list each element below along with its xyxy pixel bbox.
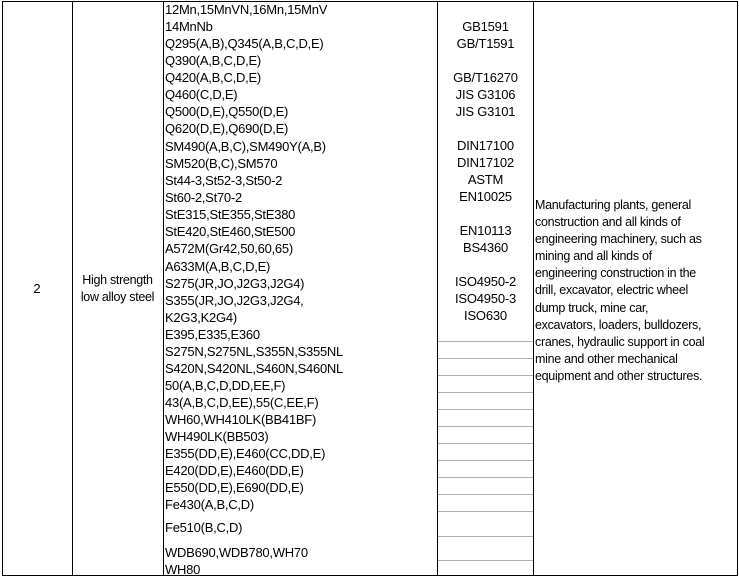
grade-line: Q620(D,E),Q690(D,E)	[165, 121, 289, 136]
column-divider-2	[163, 1, 164, 576]
grade-line: A572M(Gr42,50,60,65)	[165, 241, 293, 256]
table-right-border	[737, 1, 738, 576]
grade-line: Q295(A,B),Q345(A,B,C,D,E)	[165, 36, 324, 51]
gridline	[438, 443, 533, 444]
grade-line: Q420(A,B,C,D,E)	[165, 70, 261, 85]
application-line: dump truck, mine car,	[535, 300, 649, 315]
standard-line: BS4360	[462, 240, 509, 255]
standard-line: EN10113	[459, 223, 512, 238]
grade-line: 43(A,B,C,D,EE),55(C,EE,F)	[165, 395, 319, 410]
standard-line: GB/T16270	[453, 70, 518, 85]
application-line: Manufacturing plants, general	[535, 198, 691, 212]
gridline	[438, 477, 533, 478]
grade-line: S420N,S420NL,S460N,S460NL	[165, 361, 344, 376]
gridline	[438, 536, 533, 537]
standard-line: GB/T1591	[456, 36, 515, 51]
gridline	[438, 375, 533, 376]
steel-category	[72, 272, 163, 306]
grade-line: E420(DD,E),E460(DD,E)	[165, 463, 304, 478]
grade-line: WH60,WH410LK(BB41BF)	[165, 412, 317, 427]
application-line: excavators, loaders, bulldozers,	[535, 317, 702, 332]
application-line: mine and other mechanical	[535, 351, 678, 366]
grade-line: Q460(C,D,E)	[165, 87, 238, 102]
grade-line: WH490LK(BB503)	[165, 429, 269, 444]
grade-line: St44-3,St52-3,St50-2	[165, 173, 283, 188]
grade-line: S355(JR,JO,J2G3,J2G4,	[165, 293, 304, 308]
grade-line: E550(DD,E),E690(DD,E)	[165, 480, 304, 495]
gridline	[438, 358, 533, 359]
gridline	[438, 426, 533, 427]
standard-line: DIN17102	[457, 155, 514, 170]
steel-category-line: low alloy steel	[80, 290, 155, 304]
standard-line: DIN17100	[457, 138, 514, 153]
grade-line: 14MnNb	[165, 19, 213, 34]
standard-line: ISO4950-2	[454, 274, 517, 289]
application-line: engineering construction in the	[535, 266, 696, 281]
application-line: engineering machinery, such as	[535, 232, 702, 247]
grade-line: SM520(B,C),SM570	[165, 156, 278, 171]
standard-line: EN10025	[459, 189, 512, 204]
grade-line: StE420,StE460,StE500	[165, 224, 296, 239]
grade-line: A633M(A,B,C,D,E)	[165, 259, 271, 274]
grade-line: WDB690,WDB780,WH70	[165, 545, 308, 560]
gridline	[438, 409, 533, 410]
grade-line: Q390(A,B,C,D,E)	[165, 53, 261, 68]
table-top-border	[2, 1, 738, 2]
grade-line: E395,E335,E360	[165, 327, 260, 342]
application-line: cranes, hydraulic support in coal	[535, 334, 705, 349]
grade-line: WH80	[165, 562, 201, 577]
standard-line: ISO630	[464, 308, 507, 323]
grade-line: Fe430(A,B,C,D)	[165, 497, 254, 512]
grade-line: 12Mn,15MnVN,16Mn,15MnV	[165, 2, 328, 17]
steel-category-line: High strength	[82, 273, 153, 287]
grade-line: St60-2,St70-2	[165, 190, 242, 205]
gridline	[438, 392, 533, 393]
application-line: equipment and other structures.	[535, 368, 703, 383]
grade-line: Q500(D,E),Q550(D,E)	[165, 104, 289, 119]
gridline	[438, 494, 533, 495]
application-cell	[535, 197, 737, 385]
column-divider-4	[533, 1, 534, 576]
grade-line: 50(A,B,C,D,DD,EE,F)	[165, 378, 286, 393]
grade-line: S275N,S275NL,S355N,S355NL	[165, 344, 344, 359]
gridline	[438, 460, 533, 461]
grade-line: K2G3,K2G4)	[165, 310, 237, 325]
standard-line: JIS G3101	[455, 104, 516, 119]
table-bottom-border	[2, 575, 738, 576]
grade-line: SM490(A,B,C),SM490Y(A,B)	[165, 139, 326, 154]
standard-line: GB1591	[462, 19, 509, 34]
grade-line: Fe510(B,C,D)	[165, 520, 243, 535]
standard-line: ISO4950-3	[454, 291, 517, 306]
grade-line: StE315,StE355,StE380	[165, 207, 296, 222]
gridline	[438, 560, 533, 561]
application-line: mining and all kinds of	[535, 249, 652, 264]
application-line: construction and all kinds of	[535, 215, 681, 230]
grade-line: S275(JR,JO,J2G3,J2G4)	[165, 276, 305, 291]
row-number: 2	[33, 281, 41, 296]
standard-line: JIS G3106	[455, 87, 516, 102]
gridline	[438, 511, 533, 512]
gridline	[438, 341, 533, 342]
standard-line: ASTM	[467, 172, 504, 187]
application-line: drill, excavator, electric wheel	[535, 283, 688, 298]
grade-line: E355(DD,E),E460(CC,DD,E)	[165, 446, 326, 461]
